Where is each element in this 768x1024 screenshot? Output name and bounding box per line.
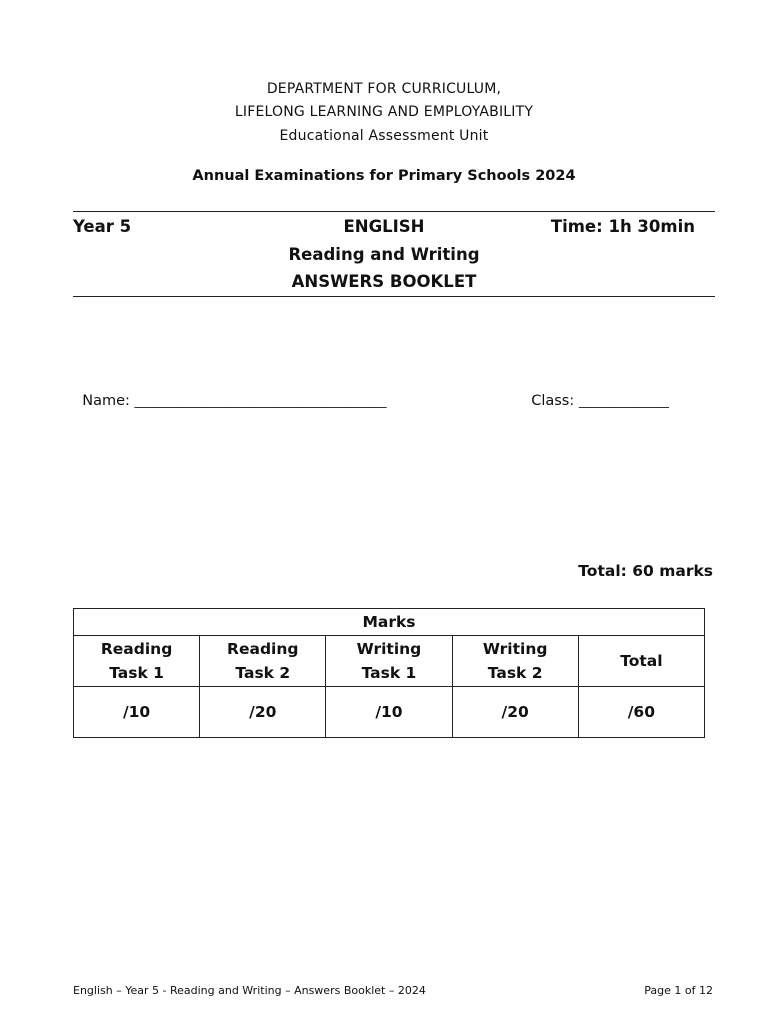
column-header-reading-task-2: Reading Task 2 (200, 636, 326, 687)
paper-label: Reading and Writing (288, 245, 480, 264)
marks-score-row (74, 687, 705, 738)
class-label: Class: (531, 393, 575, 409)
marks-caption-row (74, 609, 705, 636)
column-header-writing-task-2: Writing Task 2 (452, 636, 578, 687)
total-marks: Total: 60 marks (578, 562, 713, 580)
name-label: Name: (82, 393, 130, 409)
subject-label: ENGLISH (343, 217, 425, 236)
top-rule (73, 211, 715, 212)
class-field[interactable] (522, 377, 669, 409)
column-header-total: Total (578, 636, 704, 687)
department-line-2: LIFELONG LEARNING AND EMPLOYABILITY (234, 104, 534, 120)
score-reading-task-2[interactable]: /20 (200, 687, 326, 738)
bottom-rule (73, 296, 715, 297)
marks-header-row (74, 636, 705, 687)
exam-title: Annual Examinations for Primary Schools 2024 (192, 168, 576, 184)
column-header-reading-task-1: Reading Task 1 (74, 636, 200, 687)
column-header-writing-task-1: Writing Task 1 (326, 636, 452, 687)
time-label: Time: 1h 30min (550, 217, 695, 236)
marks-table (73, 608, 705, 738)
score-writing-task-1[interactable]: /10 (326, 687, 452, 738)
booklet-label: ANSWERS BOOKLET (291, 272, 477, 291)
score-reading-task-1[interactable]: /10 (74, 687, 200, 738)
name-blank-line: __________________________________________ (134, 394, 387, 408)
score-total[interactable]: /60 (578, 687, 704, 738)
score-writing-task-2[interactable]: /20 (452, 687, 578, 738)
footer-title: English – Year 5 - Reading and Writing – Answers Booklet – 2024 (73, 984, 426, 997)
page-number: Page 1 of 12 (644, 984, 713, 997)
class-blank-line: _______________ (578, 394, 669, 408)
year-label: Year 5 (73, 217, 132, 236)
assessment-unit: Educational Assessment Unit (279, 128, 489, 144)
marks-caption: Marks (74, 609, 705, 636)
name-field[interactable] (73, 377, 387, 409)
department-line-1: DEPARTMENT FOR CURRICULUM, (266, 81, 502, 97)
